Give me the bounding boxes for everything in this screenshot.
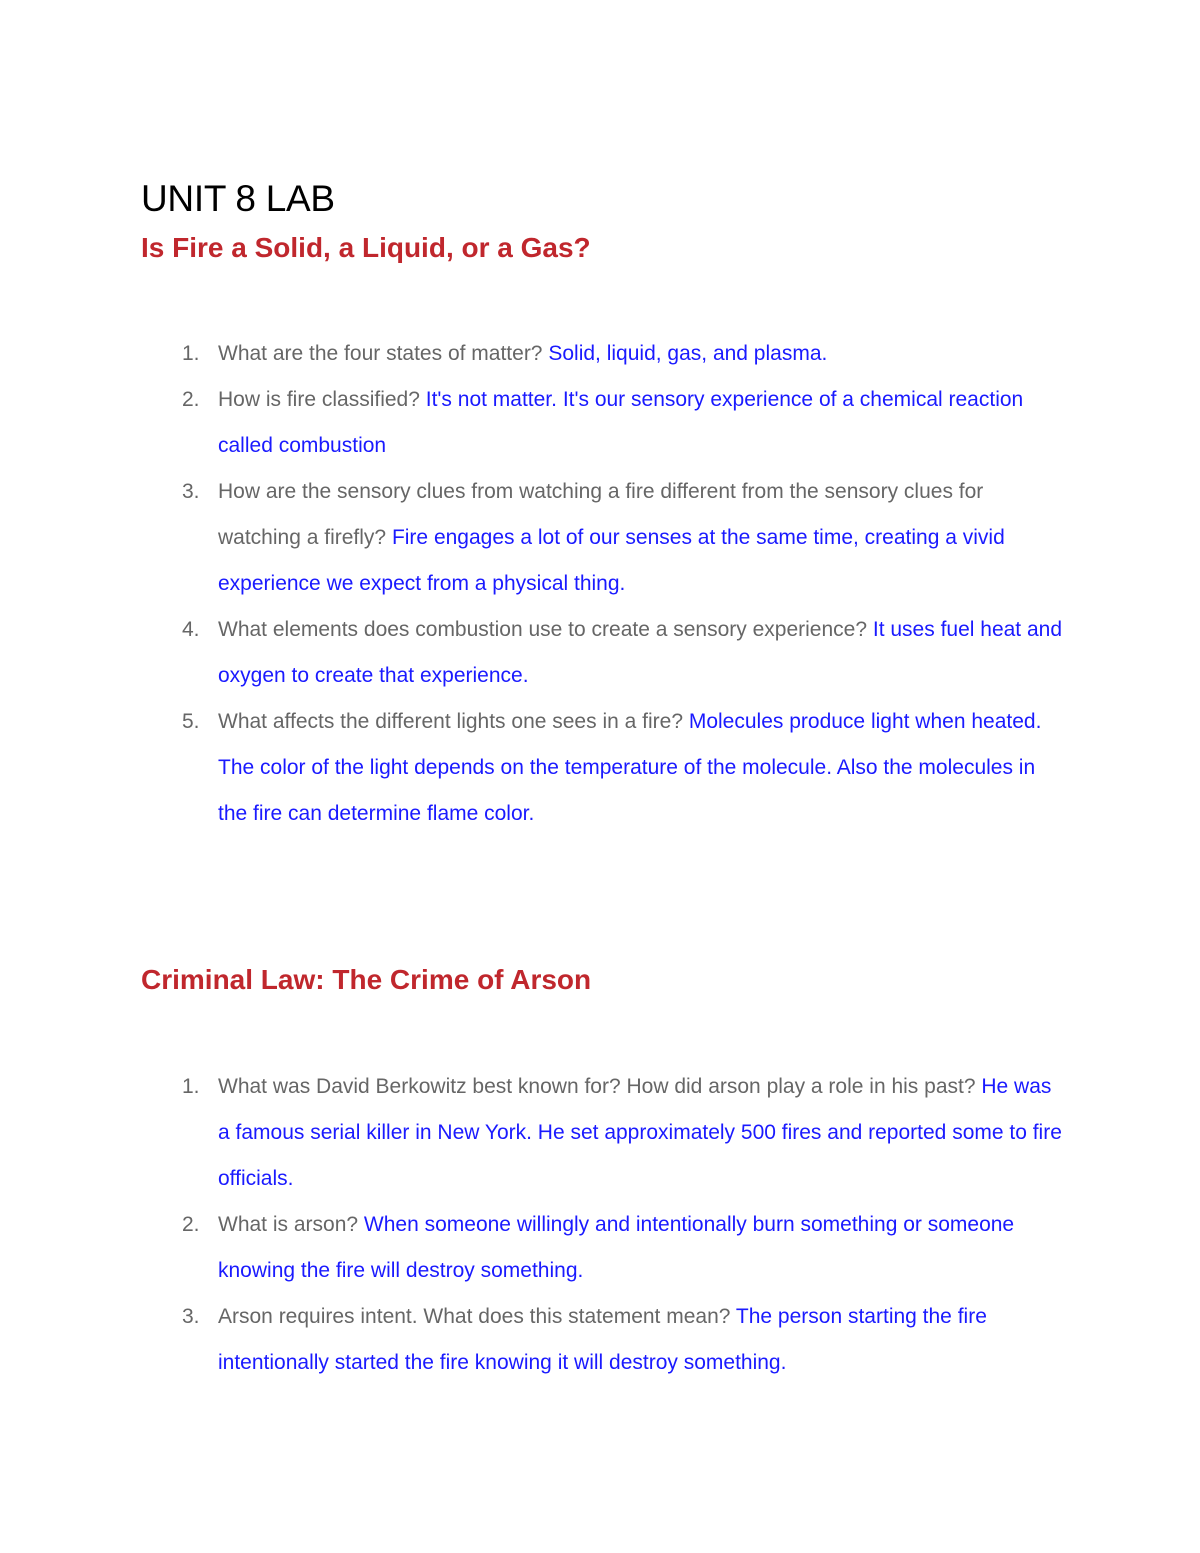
list-item xyxy=(182,1294,1068,1386)
question-list-fire xyxy=(0,331,1068,837)
answer-text: Fire engages a lot of our senses at the same time, creating a vivid experience we expect from a physical thing. xyxy=(218,526,1005,595)
answer-text: It uses fuel heat and oxygen to create that experience. xyxy=(218,618,1063,687)
question-number: 1. xyxy=(182,1075,200,1098)
question-number: 1. xyxy=(182,342,200,365)
question-text: Arson requires intent. What does this statement mean? xyxy=(218,1305,731,1328)
answer-text: It's not matter. It's our sensory experience of a chemical reaction called combustion xyxy=(218,388,1024,457)
document-title: UNIT 8 LAB xyxy=(141,178,335,219)
question-text: How is fire classified? xyxy=(218,388,420,411)
question-text: How are the sensory clues from watching a fire different from the sensory clues for watching a firefly? xyxy=(218,480,984,549)
section-heading-arson: Criminal Law: The Crime of Arson xyxy=(141,964,592,995)
question-number: 3. xyxy=(182,1305,200,1328)
answer-text: The person starting the fire intentionally started the fire knowing it will destroy something. xyxy=(218,1305,987,1374)
answer-text: He was a famous serial killer in New York. He set approximately 500 fires and reported some to fire officials. xyxy=(218,1075,1062,1190)
question-number: 4. xyxy=(182,618,200,641)
answer-text: Molecules produce light when heated. The color of the light depends on the temperature of the molecule. Also the molecules in the fire can determine flame color. xyxy=(218,710,1042,825)
question-number: 2. xyxy=(182,388,200,411)
question-text: What was David Berkowitz best known for? How did arson play a role in his past? xyxy=(218,1075,976,1098)
question-number: 2. xyxy=(182,1213,200,1236)
question-number: 5. xyxy=(182,710,200,733)
list-item xyxy=(182,699,1068,837)
question-text: What affects the different lights one sees in a fire? xyxy=(218,710,683,733)
list-item xyxy=(182,607,1068,699)
question-text: What is arson? xyxy=(218,1213,359,1236)
answer-text: Solid, liquid, gas, and plasma. xyxy=(548,342,828,365)
section-heading-fire: Is Fire a Solid, a Liquid, or a Gas? xyxy=(141,232,591,263)
list-item xyxy=(182,331,1068,377)
question-number: 3. xyxy=(182,480,200,503)
question-text: What are the four states of matter? xyxy=(218,342,543,365)
list-item xyxy=(182,1202,1068,1294)
list-item xyxy=(182,377,1068,469)
answer-text: When someone willingly and intentionally burn something or someone knowing the fire will destroy something. xyxy=(218,1213,1015,1282)
question-text: What elements does combustion use to create a sensory experience? xyxy=(218,618,868,641)
question-list-arson xyxy=(0,1064,1068,1386)
list-item xyxy=(182,1064,1068,1202)
list-item xyxy=(182,469,1068,607)
